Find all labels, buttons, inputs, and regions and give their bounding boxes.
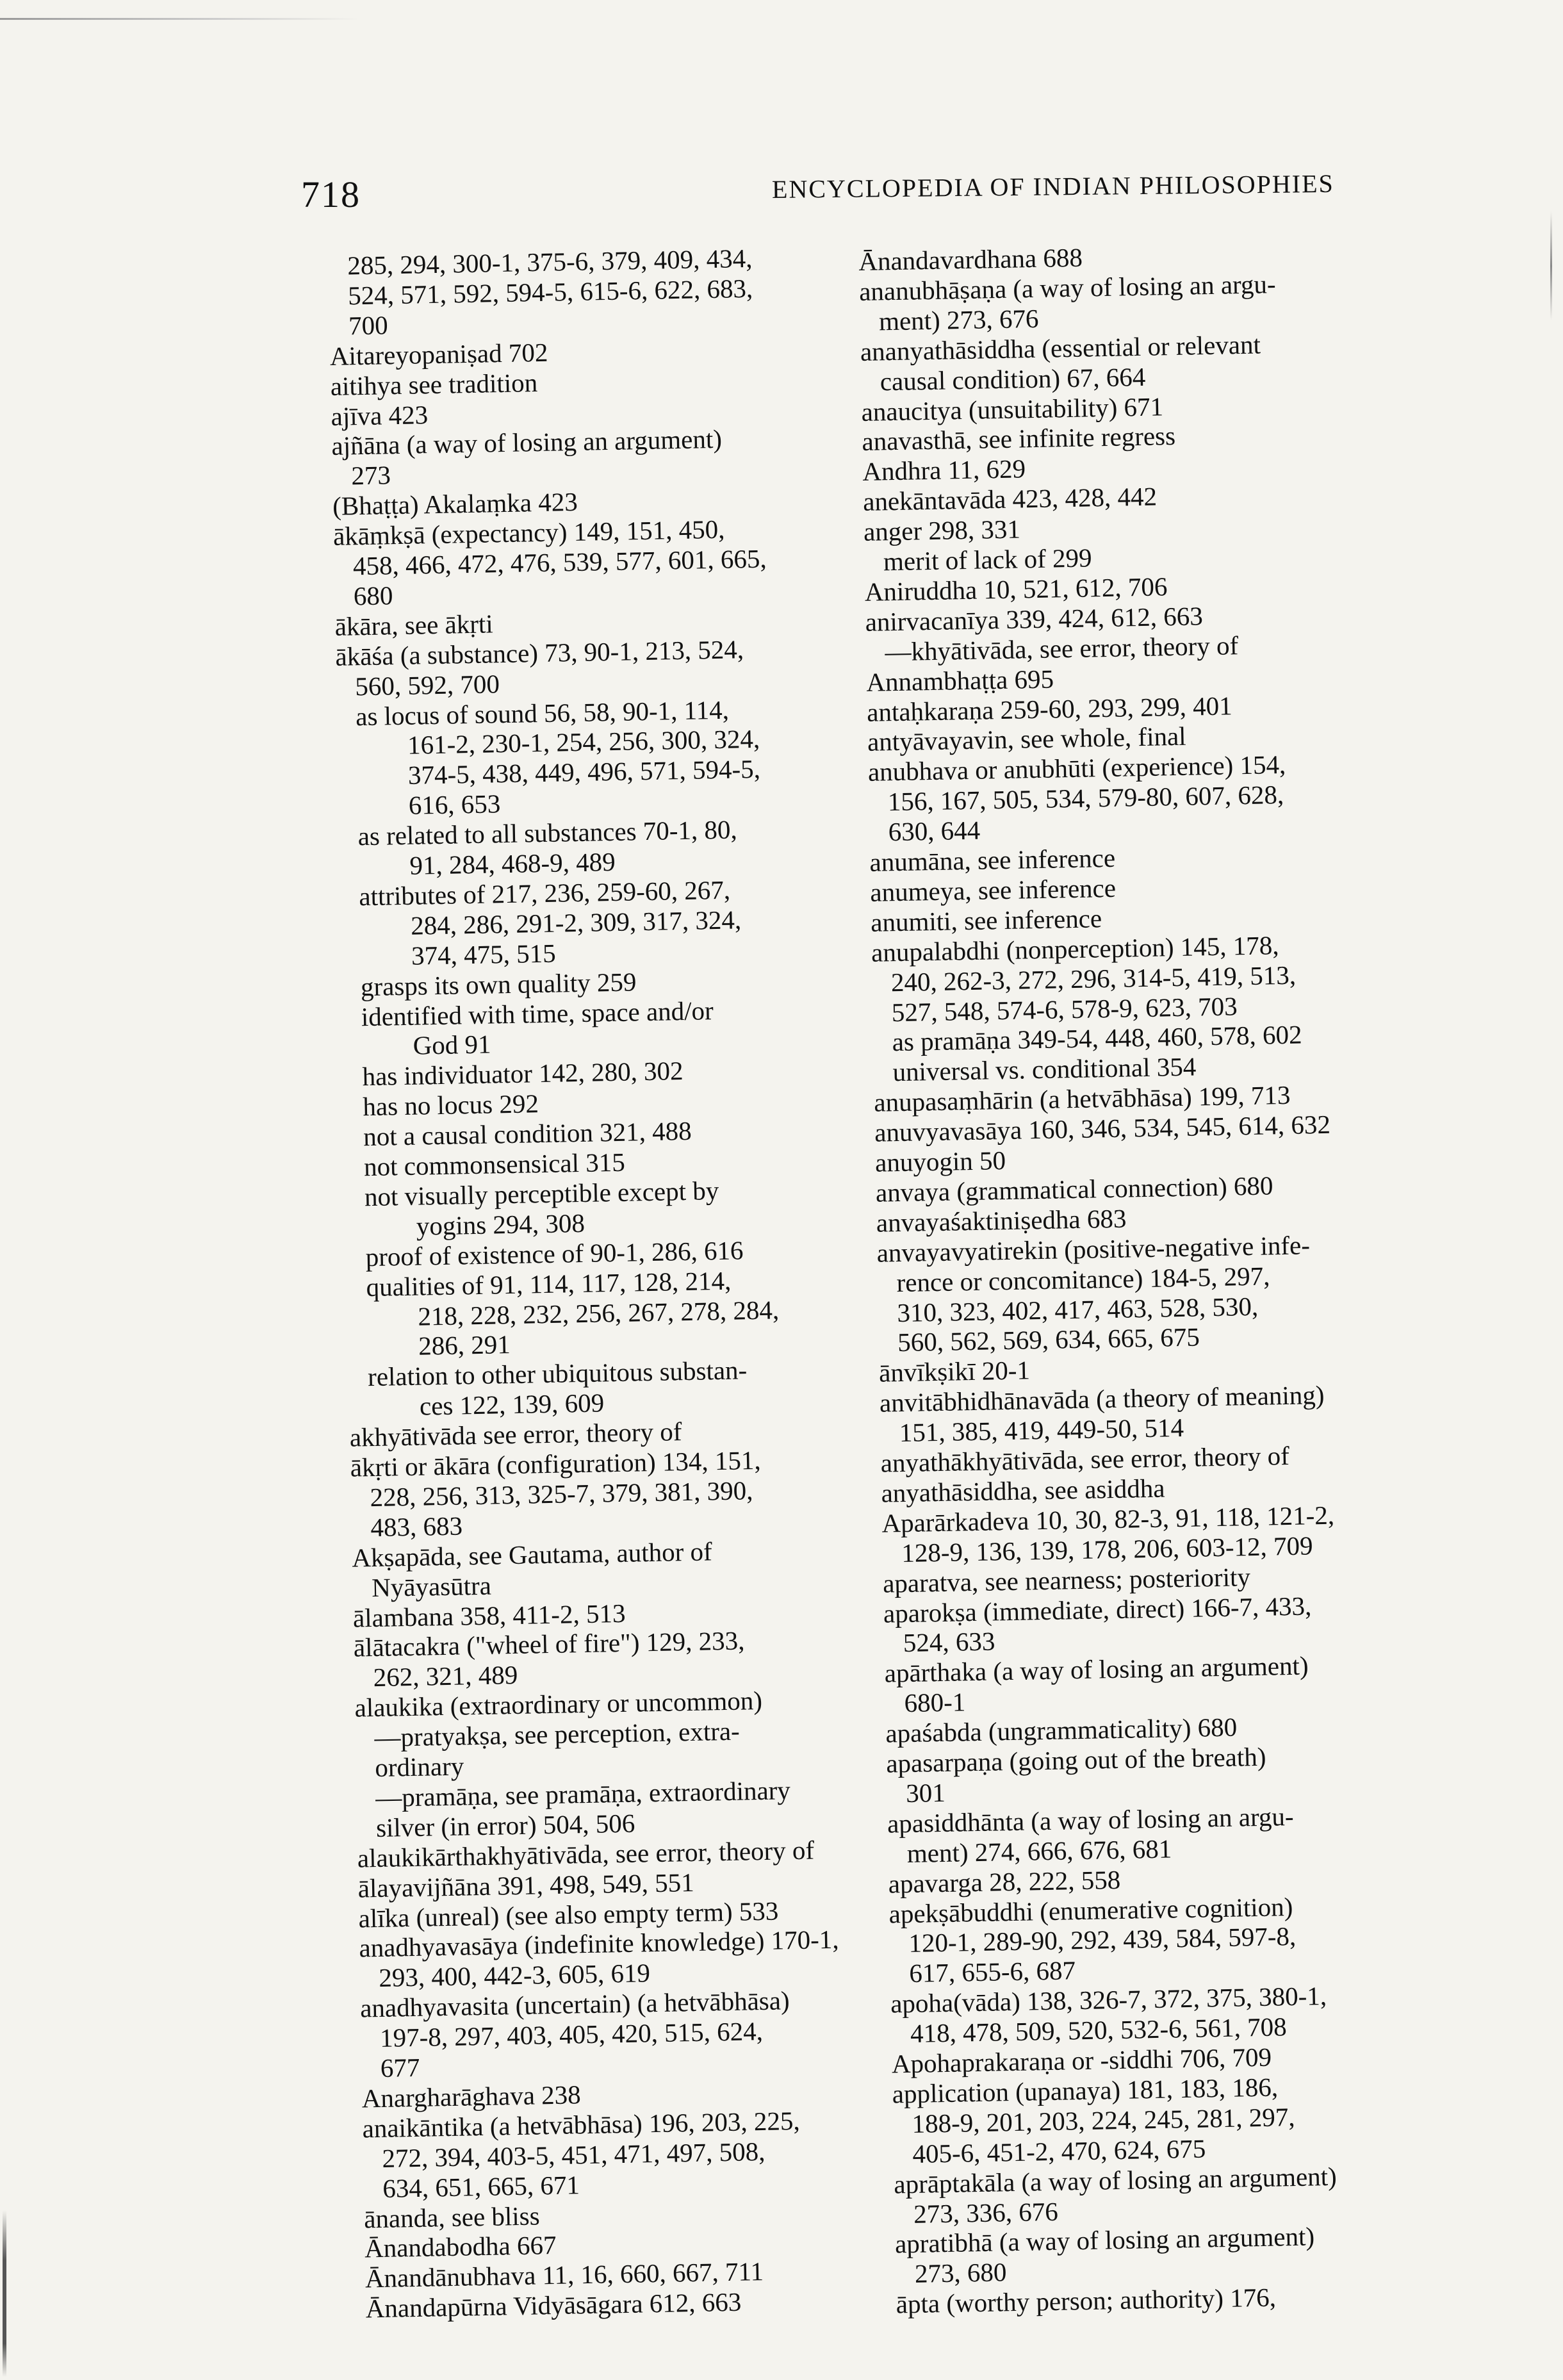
index-entry-line: anvayaśaktiniṣedha 683 (876, 1203, 1127, 1238)
index-entry-line: anadhyavasāya (indefinite knowledge) 170-1, (359, 1925, 839, 1963)
index-entry-line: Annambhaṭṭa 695 (865, 664, 1054, 697)
running-head: ENCYCLOPEDIA OF INDIAN PHILOSOPHIES (771, 168, 1334, 204)
index-entry-line: ākāśa (a substance) 73, 90-1, 213, 524, (335, 634, 744, 671)
index-entry-line: 680 (353, 580, 393, 611)
index-entry-line: ment) 274, 666, 676, 681 (906, 1834, 1172, 1868)
index-entry-line: anyathāsiddha, see asiddha (881, 1473, 1165, 1508)
index-entry-line: 527, 548, 574-6, 578-9, 623, 703 (891, 990, 1238, 1027)
index-entry-line: not commonsensical 315 (363, 1147, 626, 1182)
index-entry-line: 156, 167, 505, 534, 579-80, 607, 628, (887, 780, 1284, 817)
index-entry-line: Akṣapāda, see Gautama, author of (351, 1536, 713, 1573)
index-entry-line: antaḥkaraṇa 259-60, 293, 299, 401 (866, 690, 1233, 727)
index-entry-line: ces 122, 139, 609 (419, 1388, 605, 1421)
index-entry-line: ananyathāsiddha (essential or relevant (860, 329, 1261, 366)
index-entry-line: —khyātivāda, see error, theory of (885, 630, 1239, 667)
scan-edge-right (1550, 211, 1552, 320)
index-entry-line: 188-9, 201, 203, 224, 245, 281, 297, (912, 2101, 1295, 2138)
index-entry-line: 272, 394, 403-5, 451, 471, 497, 508, (382, 2136, 765, 2173)
index-entry-line: Ānandabodha 667 (364, 2230, 557, 2263)
index-entry-line: universal vs. conditional 354 (892, 1051, 1197, 1087)
index-entry-line: not a causal condition 321, 488 (363, 1115, 692, 1152)
index-entry-line: has no locus 292 (363, 1088, 539, 1122)
index-entry-line: alaukika (extraordinary or uncommon) (354, 1686, 763, 1723)
index-entry-line: anuvyavasāya 160, 346, 534, 545, 614, 632 (874, 1109, 1331, 1147)
index-entry-line: 151, 385, 419, 449-50, 514 (899, 1413, 1184, 1448)
index-entry-line: anvayavyatirekin (positive-negative infe- (876, 1230, 1311, 1268)
index-entry-line: aitihya see tradition (330, 367, 538, 401)
index-entry-line: yogins 294, 308 (416, 1208, 585, 1241)
index-entry-line: God 91 (413, 1029, 491, 1061)
index-entry-line: Aniruddha 10, 521, 612, 706 (864, 571, 1168, 607)
index-entry-line: alaukikārthakhyātivāda, see error, theory of (357, 1835, 815, 1873)
index-entry-line: 197-8, 297, 403, 405, 420, 515, 624, (379, 2016, 764, 2053)
index-entry-line: 458, 466, 472, 476, 539, 577, 601, 665, (352, 543, 767, 581)
index-entry-line: anekāntavāda 423, 428, 442 (862, 481, 1158, 517)
index-entry-line: apratibhā (a way of losing an argument) (894, 2221, 1315, 2259)
index-entry-line: akhyātivāda see error, theory of (349, 1416, 682, 1452)
index-entry-line: 273, 680 (914, 2257, 1007, 2289)
index-entry-line: —pratyakṣa, see perception, extra- (374, 1716, 741, 1753)
index-entry-line: 286, 291 (418, 1329, 511, 1361)
index-entry-line: application (upanaya) 181, 183, 186, (892, 2072, 1279, 2109)
index-entry-line: 374-5, 438, 449, 496, 571, 594-5, (407, 754, 761, 791)
index-entry-line: ākāṃkṣā (expectancy) 149, 151, 450, (332, 514, 725, 552)
page-number: 718 (301, 174, 361, 215)
index-entry-line: Aparārkadeva 10, 30, 82-3, 91, 118, 121-2, (881, 1500, 1335, 1538)
index-entry-line: 120-1, 289-90, 292, 439, 584, 597-8, (908, 1921, 1297, 1958)
index-entry-line: 405-6, 451-2, 470, 624, 675 (912, 2133, 1206, 2169)
index-entry-line: as related to all substances 70-1, 80, (357, 814, 738, 851)
index-entry-line: ānvīkṣikī 20-1 (878, 1355, 1031, 1388)
index-entry-line: 161-2, 230-1, 254, 256, 300, 324, (407, 724, 760, 760)
index-entry-line: anvaya (grammatical connection) 680 (875, 1170, 1273, 1208)
index-entry-line: 418, 478, 509, 520, 532-6, 561, 708 (910, 2012, 1288, 2049)
index-entry-line: Aitareyopaniṣad 702 (329, 337, 548, 371)
index-entry-line: antyāvayavin, see whole, final (867, 721, 1186, 757)
index-entry-line: anaikāntika (a hetvābhāsa) 196, 203, 225, (362, 2105, 801, 2144)
index-entry-line: aparokṣa (immediate, direct) 166-7, 433, (883, 1590, 1312, 1629)
index-entry-line: ākāra, see ākṛti (334, 609, 494, 641)
index-entry-line: Andhra 11, 629 (862, 454, 1026, 487)
index-entry-line: (Bhaṭṭa) Akalaṃka 423 (332, 487, 578, 521)
index-entry-line: alīka (unreal) (see also empty term) 533 (358, 1896, 779, 1933)
index-entry-line: anumāna, see inference (869, 842, 1116, 877)
index-entry-line: 273 (350, 460, 391, 491)
index-entry-line: Anargharāghava 238 (361, 2080, 582, 2113)
index-entry-line: apasiddhānta (a way of losing an argu- (887, 1801, 1294, 1839)
index-entry-line: 630, 644 (888, 815, 981, 847)
index-entry-line: Apohaprakaraṇa or -siddhi 706, 709 (891, 2042, 1272, 2079)
index-entry-line: āpta (worthy person; authority) 176, (896, 2282, 1277, 2319)
scan-edge-left (3, 2210, 6, 2377)
index-entry-line: ment) 273, 676 (878, 303, 1039, 336)
index-entry-line: ālātacakra ("wheel of fire") 129, 233, (353, 1625, 745, 1663)
index-entry-line: 284, 286, 291-2, 309, 317, 324, (410, 905, 742, 940)
index-entry-line: anumeya, see inference (869, 873, 1117, 907)
index-entry-line: has individuator 142, 280, 302 (362, 1056, 683, 1092)
index-entry-line: causal condition) 67, 664 (880, 361, 1146, 397)
index-entry-line: rence or concomitance) 184-5, 297, (896, 1261, 1270, 1297)
index-entry-line: ajīva 423 (331, 399, 429, 431)
index-entry-line: identified with time, space and/or (361, 995, 714, 1031)
index-entry-line: ānanda, see bliss (363, 2200, 540, 2233)
index-entry-line: ordinary (374, 1751, 464, 1783)
index-entry-line: apaśabda (ungrammaticality) 680 (885, 1712, 1238, 1748)
index-entry-line: 560, 592, 700 (354, 668, 500, 701)
index-entry-line: 240, 262-3, 272, 296, 314-5, 419, 513, (890, 960, 1297, 997)
index-entry-line: not visually perceptible except by (364, 1175, 719, 1212)
index-entry-line: 634, 651, 665, 671 (382, 2169, 580, 2203)
index-entry-line: attributes of 217, 236, 259-60, 267, (358, 874, 731, 912)
index-entry-line: 301 (905, 1777, 946, 1808)
index-entry-line: anubhava or anubhūti (experience) 154, (867, 750, 1286, 787)
index-entry-line: aprāptakāla (a way of losing an argument) (893, 2161, 1338, 2199)
index-entry-line: 128-9, 136, 139, 178, 206, 603-12, 709 (901, 1531, 1313, 1568)
index-entry-line: silver (in error) 504, 506 (375, 1808, 635, 1842)
index-entry-line: 560, 562, 569, 634, 665, 675 (897, 1322, 1200, 1358)
index-entry-line: Ānandapūrna Vidyāsāgara 612, 663 (365, 2286, 742, 2324)
index-entry-line: apoha(vāda) 138, 326-7, 372, 375, 380-1, (890, 1981, 1327, 2019)
index-entry-line: 680-1 (904, 1687, 966, 1718)
index-entry-line: anvitābhidhānavāda (a theory of meaning) (879, 1380, 1325, 1418)
index-entry-line: 91, 284, 468-9, 489 (409, 846, 616, 880)
index-entry-line: ananubhāṣaṇa (a way of losing an argu- (858, 268, 1277, 306)
index-entry-line: anadhyavasita (uncertain) (a hetvābhāsa) (359, 1985, 790, 2023)
index-entry-line: anger 298, 331 (863, 514, 1021, 547)
index-entry-line: 310, 323, 402, 417, 463, 528, 530, (897, 1291, 1259, 1327)
index-entry-line: 524, 571, 592, 594-5, 615-6, 622, 683, (347, 273, 753, 311)
index-entry-line: anupasaṃhārin (a hetvābhāsa) 199, 713 (874, 1080, 1291, 1117)
index-entry-line: 218, 228, 232, 256, 267, 278, 284, (418, 1294, 780, 1331)
index-entry-line: 524, 633 (903, 1626, 995, 1658)
index-entry-line: Ānandavardhana 688 (858, 242, 1083, 276)
index-entry-line: anaucitya (unsuitability) 671 (861, 391, 1164, 427)
index-entry-line: apārthaka (a way of losing an argument) (884, 1650, 1309, 1688)
index-entry-line: ajñāna (a way of losing an argument) (331, 424, 723, 461)
index-entry-line: anuyogin 50 (874, 1145, 1006, 1178)
index-entry-line: anyathākhyātivāda, see error, theory of (880, 1440, 1290, 1478)
index-entry-line: ālambana 358, 411-2, 513 (352, 1598, 626, 1633)
index-entry-line: 616, 653 (408, 789, 501, 821)
index-entry-line: 374, 475, 515 (411, 938, 556, 971)
index-entry-line: ālayavijñāna 391, 498, 549, 551 (357, 1867, 695, 1903)
index-entry-line: Ānandānubhava 11, 16, 660, 667, 711 (364, 2256, 764, 2294)
index-entry-line: anumiti, see inference (870, 903, 1102, 937)
index-entry-line: Nyāyasūtra (371, 1570, 492, 1602)
index-entry-line: grasps its own quality 259 (360, 966, 637, 1001)
index-entry-line: as pramāṇa 349-54, 448, 460, 578, 602 (892, 1019, 1302, 1057)
index-entry-line: 262, 321, 489 (373, 1660, 518, 1693)
index-entry-line: 617, 655-6, 687 (908, 1955, 1076, 1989)
index-entry-line: 677 (380, 2052, 420, 2083)
index-entry-line: anavasthā, see infinite regress (862, 421, 1176, 457)
index-entry-line: aparatva, see nearness; posteriority (882, 1561, 1251, 1598)
index-entry-line: 293, 400, 442-3, 605, 619 (378, 1958, 651, 1993)
index-entry-line: proof of existence of 90-1, 286, 616 (365, 1235, 744, 1272)
index-entry-line: 273, 336, 676 (913, 2196, 1059, 2229)
index-entry-line: 483, 683 (370, 1511, 463, 1542)
index-entry-line: anirvacanīya 339, 424, 612, 663 (865, 601, 1204, 637)
index-entry-line: qualities of 91, 114, 117, 128, 214, (366, 1265, 732, 1302)
index-entry-line: —pramāṇa, see pramāṇa, extraordinary (375, 1775, 791, 1812)
index-entry-line: 285, 294, 300-1, 375-6, 379, 409, 434, (347, 243, 753, 281)
index-entry-line: relation to other ubiquitous substan- (367, 1355, 748, 1392)
index-entry-line: 700 (348, 310, 388, 341)
index-entry-line: apasarpaṇa (going out of the breath) (885, 1741, 1266, 1778)
index-entry-line: 228, 256, 313, 325-7, 379, 381, 390, (370, 1475, 753, 1513)
index-entry-line: merit of lack of 299 (883, 543, 1092, 577)
index-entry-line: ākṛti or ākāra (configuration) 134, 151, (350, 1445, 762, 1482)
index-entry-line: apekṣābuddhi (enumerative cognition) (888, 1891, 1293, 1929)
index-entry-line: anupalabdhi (nonperception) 145, 178, (871, 930, 1279, 967)
index-entry-line: apavarga 28, 222, 558 (888, 1864, 1121, 1899)
scan-edge-top (0, 18, 359, 20)
index-entry-line: as locus of sound 56, 58, 90-1, 114, (355, 694, 730, 731)
